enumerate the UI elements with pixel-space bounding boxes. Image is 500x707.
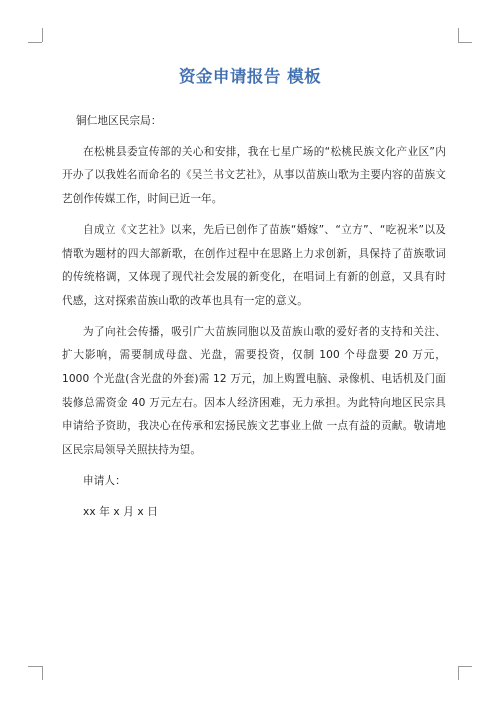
paragraph-3: 为了向社会传播，吸引广大苗族同胞以及苗族山歌的爱好者的支持和关注、扩大影响，需要制成母盘、光盘，需要投资，仅制 100 个母盘要 20 万元，1000 个光盘(含光盘的外套)需 12 万元，加上购置电脑、录像机、电话机及门面装修总需资金 40 万元左右。因本人经济困难，无力承担。为此特向地区民宗具申请给予资助，我决心在传承和宏扬民族文艺事业上做 一点有益的贡献。敬请地区民宗局领导关照扶持为望。 <box>62 325 446 457</box>
crop-mark-top-right-v <box>458 28 459 42</box>
applicant-signature: 申请人： <box>83 474 126 487</box>
crop-mark-bottom-left-v <box>42 666 43 680</box>
crop-mark-bottom-right-h <box>458 666 472 667</box>
salutation: 铜仁地区民宗局： <box>76 115 162 127</box>
crop-mark-top-left-h <box>28 42 42 43</box>
paragraph-1: 在松桃县委宣传部的关心和安排，我在七星广场的“松桃民族文化产业区”内开办了以我姓名而命名的《吴兰书文艺社》，从事以苗族山歌为主要内容的苗族文艺创作传媒工作，时间已近一年。 <box>62 145 446 206</box>
crop-mark-top-right-h <box>458 42 472 43</box>
document-title: 资金申请报告 模板 <box>178 67 322 86</box>
crop-mark-bottom-left-h <box>28 666 42 667</box>
document-body <box>62 110 446 524</box>
paragraph-2: 自成立《文艺社》以来，先后已创作了苗族“婚嫁”、“立方”、“吃祝米”以及情歌为题材的四大部新歌，在创作过程中在思路上力求创新，具保持了苗族歌词的传统格调，又体现了现代社会发展的新变化，在唱词上有新的创意，又具有时代感，这对探索苗族山歌的改革也具有一定的意义。 <box>62 223 446 307</box>
signature-date: xx 年 x 月 x 日 <box>83 505 158 518</box>
crop-mark-top-left-v <box>42 28 43 42</box>
crop-mark-bottom-right-v <box>458 666 459 680</box>
